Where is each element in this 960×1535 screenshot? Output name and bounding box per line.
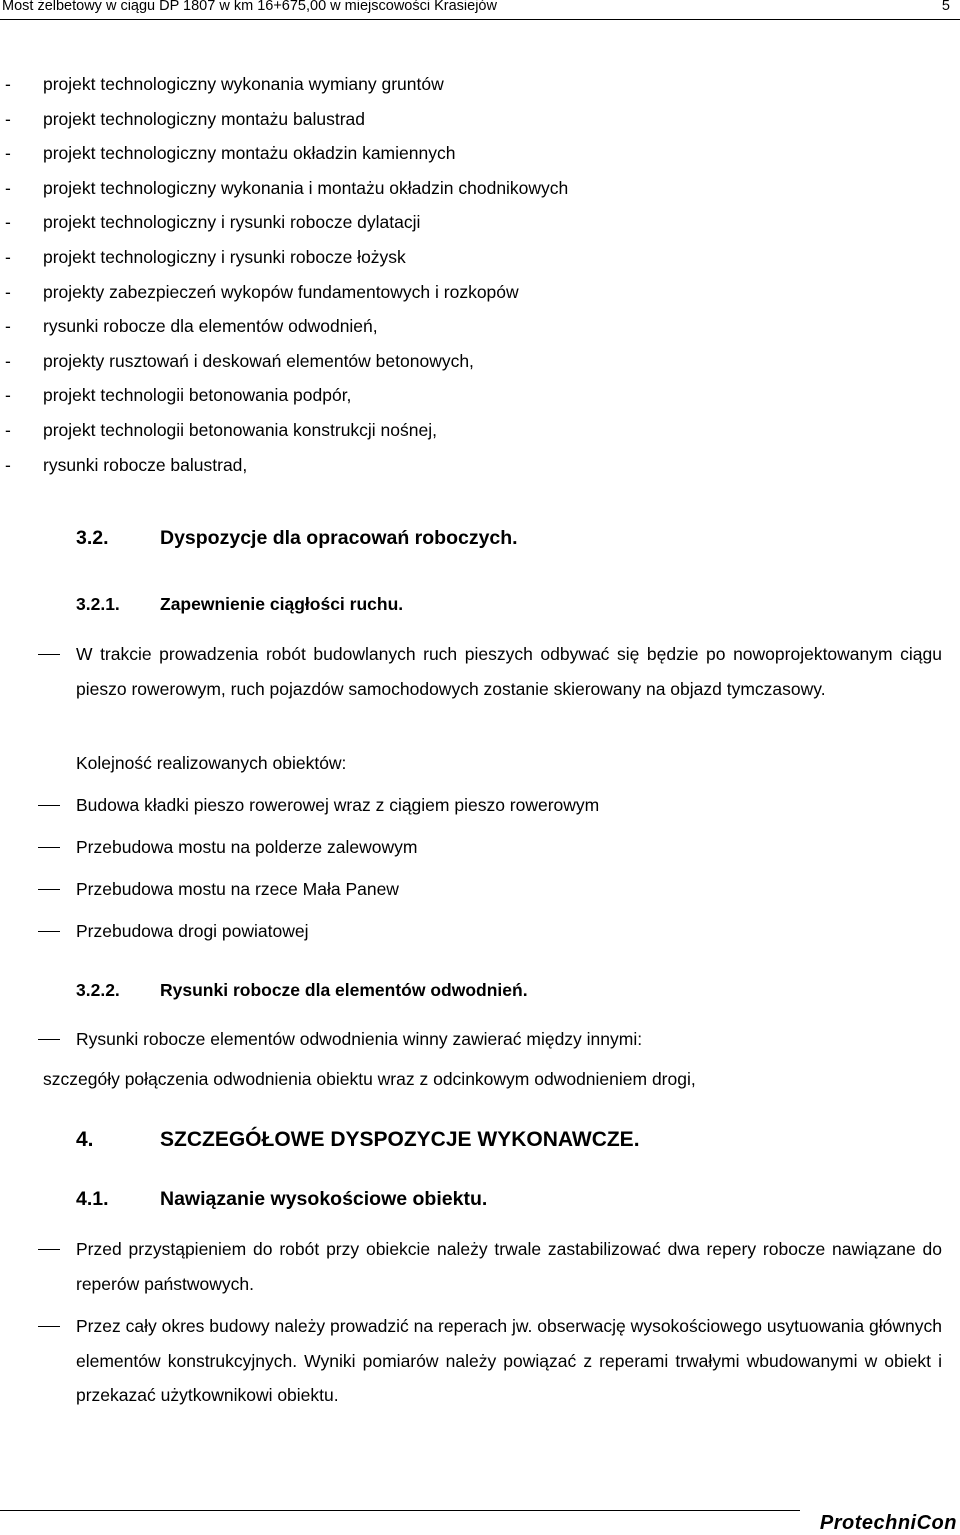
list-item (5, 205, 568, 240)
dash-bullet (38, 1039, 60, 1040)
list-item (5, 309, 568, 344)
list-item (5, 136, 568, 171)
list-dash: - (5, 316, 11, 337)
list-item (5, 102, 568, 137)
section-title: Zapewnienie ciągłości ruchu. (160, 594, 404, 614)
list-item-text: projekt technologii betonowania podpór, (43, 385, 352, 406)
list-item (5, 67, 568, 102)
page-number: 5 (941, 0, 950, 14)
dash-bullet (38, 1326, 60, 1327)
section-heading-3-2-1 (76, 594, 876, 616)
list-dash: - (5, 385, 11, 406)
footer-divider (0, 1510, 800, 1511)
list-item-text: projekty zabezpieczeń wykopów fundamentowych i rozkopów (43, 281, 519, 302)
section-title: Nawiązanie wysokościowe obiektu. (160, 1188, 488, 1210)
list-item (5, 171, 568, 206)
list-dash: - (5, 419, 11, 440)
order-label: Kolejność realizowanych obiektów: (76, 753, 347, 773)
list-dash: - (5, 246, 11, 267)
dash-bullet (38, 805, 60, 806)
header-divider (0, 19, 960, 20)
section-number: 4.1. (76, 1188, 109, 1210)
order-item: Przebudowa mostu na rzece Mała Panew (76, 879, 399, 899)
drainage-item: Rysunki robocze elementów odwodnienia winny zawierać między innymi: (76, 1029, 643, 1049)
traffic-paragraph: W trakcie prowadzenia robót budowlanych ruch pieszych odbywać się będzie po nowoprojektowanym ciągu pieszo rowerowym, ruch pojazdów samochodowych zostanie skierowany na objazd tymczasowy. (76, 644, 942, 699)
section-number: 3.2.1. (76, 594, 120, 614)
list-dash: - (5, 281, 11, 302)
list-item (5, 378, 568, 413)
company-logo: ProtechniCon (819, 1512, 957, 1534)
section-heading-4 (76, 1128, 876, 1156)
section-title: Dyspozycje dla opracowań roboczych. (160, 527, 518, 549)
list-item-text: projekty rusztowań i deskowań elementów betonowych, (43, 350, 474, 371)
list-item (5, 413, 568, 448)
elevation-item: Przez cały okres budowy należy prowadzić na reperach jw. obserwację wysokościowego usytuowania głównych elementów konstrukcyjnych. Wyniki pomiarów należy powiązać z reperami trwałymi wbudowanymi w obiekt i przekazać użytkownikowi obiektu. (76, 1316, 942, 1405)
list-item (5, 344, 568, 379)
list-dash: - (5, 454, 11, 475)
dash-bullet (38, 654, 60, 655)
section-title: SZCZEGÓŁOWE DYSPOZYCJE WYKONAWCZE. (160, 1128, 640, 1151)
elevation-item: Przed przystąpieniem do robót przy obiekcie należy trwale zastabilizować dwa repery robocze nawiązane do reperów państwowych. (76, 1239, 942, 1294)
drainage-detail: szczegóły połączenia odwodnienia obiektu wraz z odcinkowym odwodnieniem drogi, (43, 1069, 696, 1089)
section-title: Rysunki robocze dla elementów odwodnień. (160, 980, 528, 1000)
list-item (5, 240, 568, 275)
section-number: 4. (76, 1128, 94, 1151)
list-dash: - (5, 212, 11, 233)
dash-bullet (38, 1249, 60, 1250)
dash-bullet (38, 889, 60, 890)
section-heading-4-1 (76, 1188, 876, 1214)
list-item-text: rysunki robocze balustrad, (43, 454, 248, 475)
order-item: Budowa kładki pieszo rowerowej wraz z ciągiem pieszo rowerowym (76, 795, 600, 815)
requirements-list (5, 67, 568, 482)
header-title: Most żelbetowy w ciągu DP 1807 w km 16+675,00 w miejscowości Krasiejów (2, 0, 497, 14)
dash-bullet (38, 931, 60, 932)
list-item-text: projekt technologiczny i rysunki robocze dylatacji (43, 212, 421, 233)
list-dash: - (5, 143, 11, 164)
list-dash: - (5, 350, 11, 371)
section-number: 3.2. (76, 527, 109, 549)
list-dash: - (5, 108, 11, 129)
order-item: Przebudowa drogi powiatowej (76, 921, 309, 941)
list-item-text: projekt technologiczny i rysunki robocze łożysk (43, 246, 406, 267)
list-item-text: projekt technologiczny montażu balustrad (43, 108, 365, 129)
section-heading-3-2 (76, 527, 876, 553)
list-item-text: projekt technologiczny wykonania wymiany gruntów (43, 74, 444, 94)
list-item-text: projekt technologii betonowania konstrukcji nośnej, (43, 419, 437, 440)
list-item-text: projekt technologiczny montażu okładzin kamiennych (43, 143, 456, 164)
order-item: Przebudowa mostu na polderze zalewowym (76, 837, 418, 857)
section-heading-3-2-2 (76, 980, 876, 1002)
list-item-text: rysunki robocze dla elementów odwodnień, (43, 316, 378, 337)
list-item (5, 275, 568, 310)
list-item-text: projekt technologiczny wykonania i montażu okładzin chodnikowych (43, 177, 569, 198)
section-number: 3.2.2. (76, 980, 120, 1000)
list-dash: - (5, 177, 11, 198)
list-item (5, 448, 568, 483)
dash-bullet (38, 847, 60, 848)
list-dash: - (5, 74, 11, 94)
